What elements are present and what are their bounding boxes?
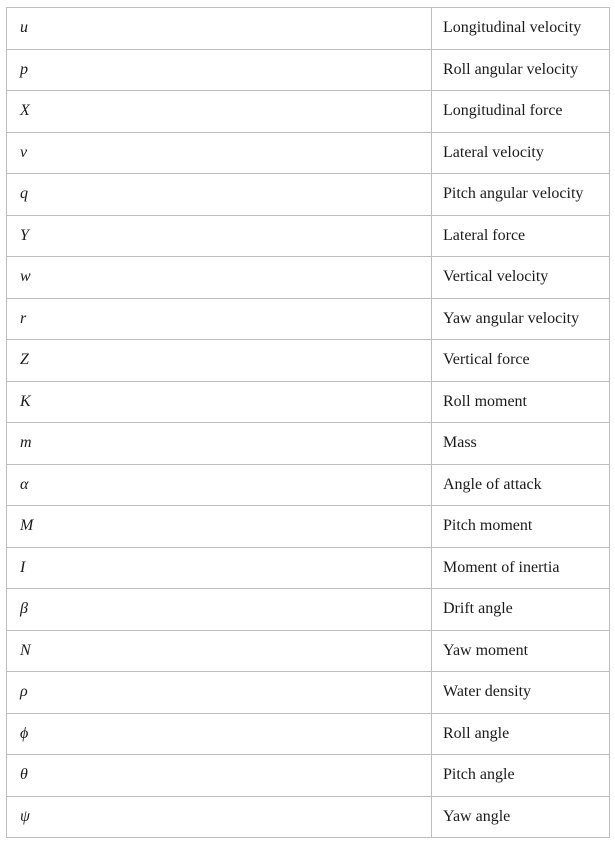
- table-row: [7, 132, 610, 174]
- symbol-cell: u: [7, 8, 432, 50]
- symbol-cell: N: [7, 630, 432, 672]
- nomenclature-table: [6, 7, 610, 838]
- symbol-cell: β: [7, 589, 432, 631]
- symbol-cell: I: [7, 547, 432, 589]
- description-cell: Yaw moment: [432, 630, 610, 672]
- symbol-cell: α: [7, 464, 432, 506]
- description-cell: Longitudinal velocity: [432, 8, 610, 50]
- description-cell: Vertical velocity: [432, 257, 610, 299]
- table-row: [7, 91, 610, 133]
- symbol-cell: v: [7, 132, 432, 174]
- table-row: [7, 547, 610, 589]
- symbol-cell: w: [7, 257, 432, 299]
- symbol-cell: K: [7, 381, 432, 423]
- table-row: [7, 589, 610, 631]
- symbol-cell: θ: [7, 755, 432, 797]
- table-row: [7, 506, 610, 548]
- table-row: [7, 174, 610, 216]
- description-cell: Longitudinal force: [432, 91, 610, 133]
- table-row: [7, 423, 610, 465]
- description-cell: Roll angular velocity: [432, 49, 610, 91]
- description-cell: Vertical force: [432, 340, 610, 382]
- table-row: [7, 215, 610, 257]
- symbol-cell: ψ: [7, 796, 432, 838]
- table-row: [7, 464, 610, 506]
- table-row: [7, 672, 610, 714]
- table-row: [7, 8, 610, 50]
- symbol-cell: ϕ: [7, 713, 432, 755]
- table-row: [7, 257, 610, 299]
- symbol-cell: Z: [7, 340, 432, 382]
- table-row: [7, 298, 610, 340]
- nomenclature-table-body: [7, 8, 610, 838]
- description-cell: Moment of inertia: [432, 547, 610, 589]
- description-cell: Pitch moment: [432, 506, 610, 548]
- symbol-cell: X: [7, 91, 432, 133]
- description-cell: Lateral velocity: [432, 132, 610, 174]
- symbol-cell: m: [7, 423, 432, 465]
- table-row: [7, 796, 610, 838]
- table-row: [7, 340, 610, 382]
- description-cell: Pitch angle: [432, 755, 610, 797]
- description-cell: Yaw angle: [432, 796, 610, 838]
- description-cell: Roll moment: [432, 381, 610, 423]
- symbol-cell: r: [7, 298, 432, 340]
- description-cell: Yaw angular velocity: [432, 298, 610, 340]
- description-cell: Mass: [432, 423, 610, 465]
- symbol-cell: q: [7, 174, 432, 216]
- description-cell: Water density: [432, 672, 610, 714]
- table-row: [7, 755, 610, 797]
- description-cell: Angle of attack: [432, 464, 610, 506]
- symbol-cell: ρ: [7, 672, 432, 714]
- table-row: [7, 713, 610, 755]
- table-row: [7, 381, 610, 423]
- symbol-cell: M: [7, 506, 432, 548]
- description-cell: Drift angle: [432, 589, 610, 631]
- description-cell: Pitch angular velocity: [432, 174, 610, 216]
- description-cell: Lateral force: [432, 215, 610, 257]
- symbol-cell: Y: [7, 215, 432, 257]
- table-row: [7, 49, 610, 91]
- symbol-cell: p: [7, 49, 432, 91]
- description-cell: Roll angle: [432, 713, 610, 755]
- table-row: [7, 630, 610, 672]
